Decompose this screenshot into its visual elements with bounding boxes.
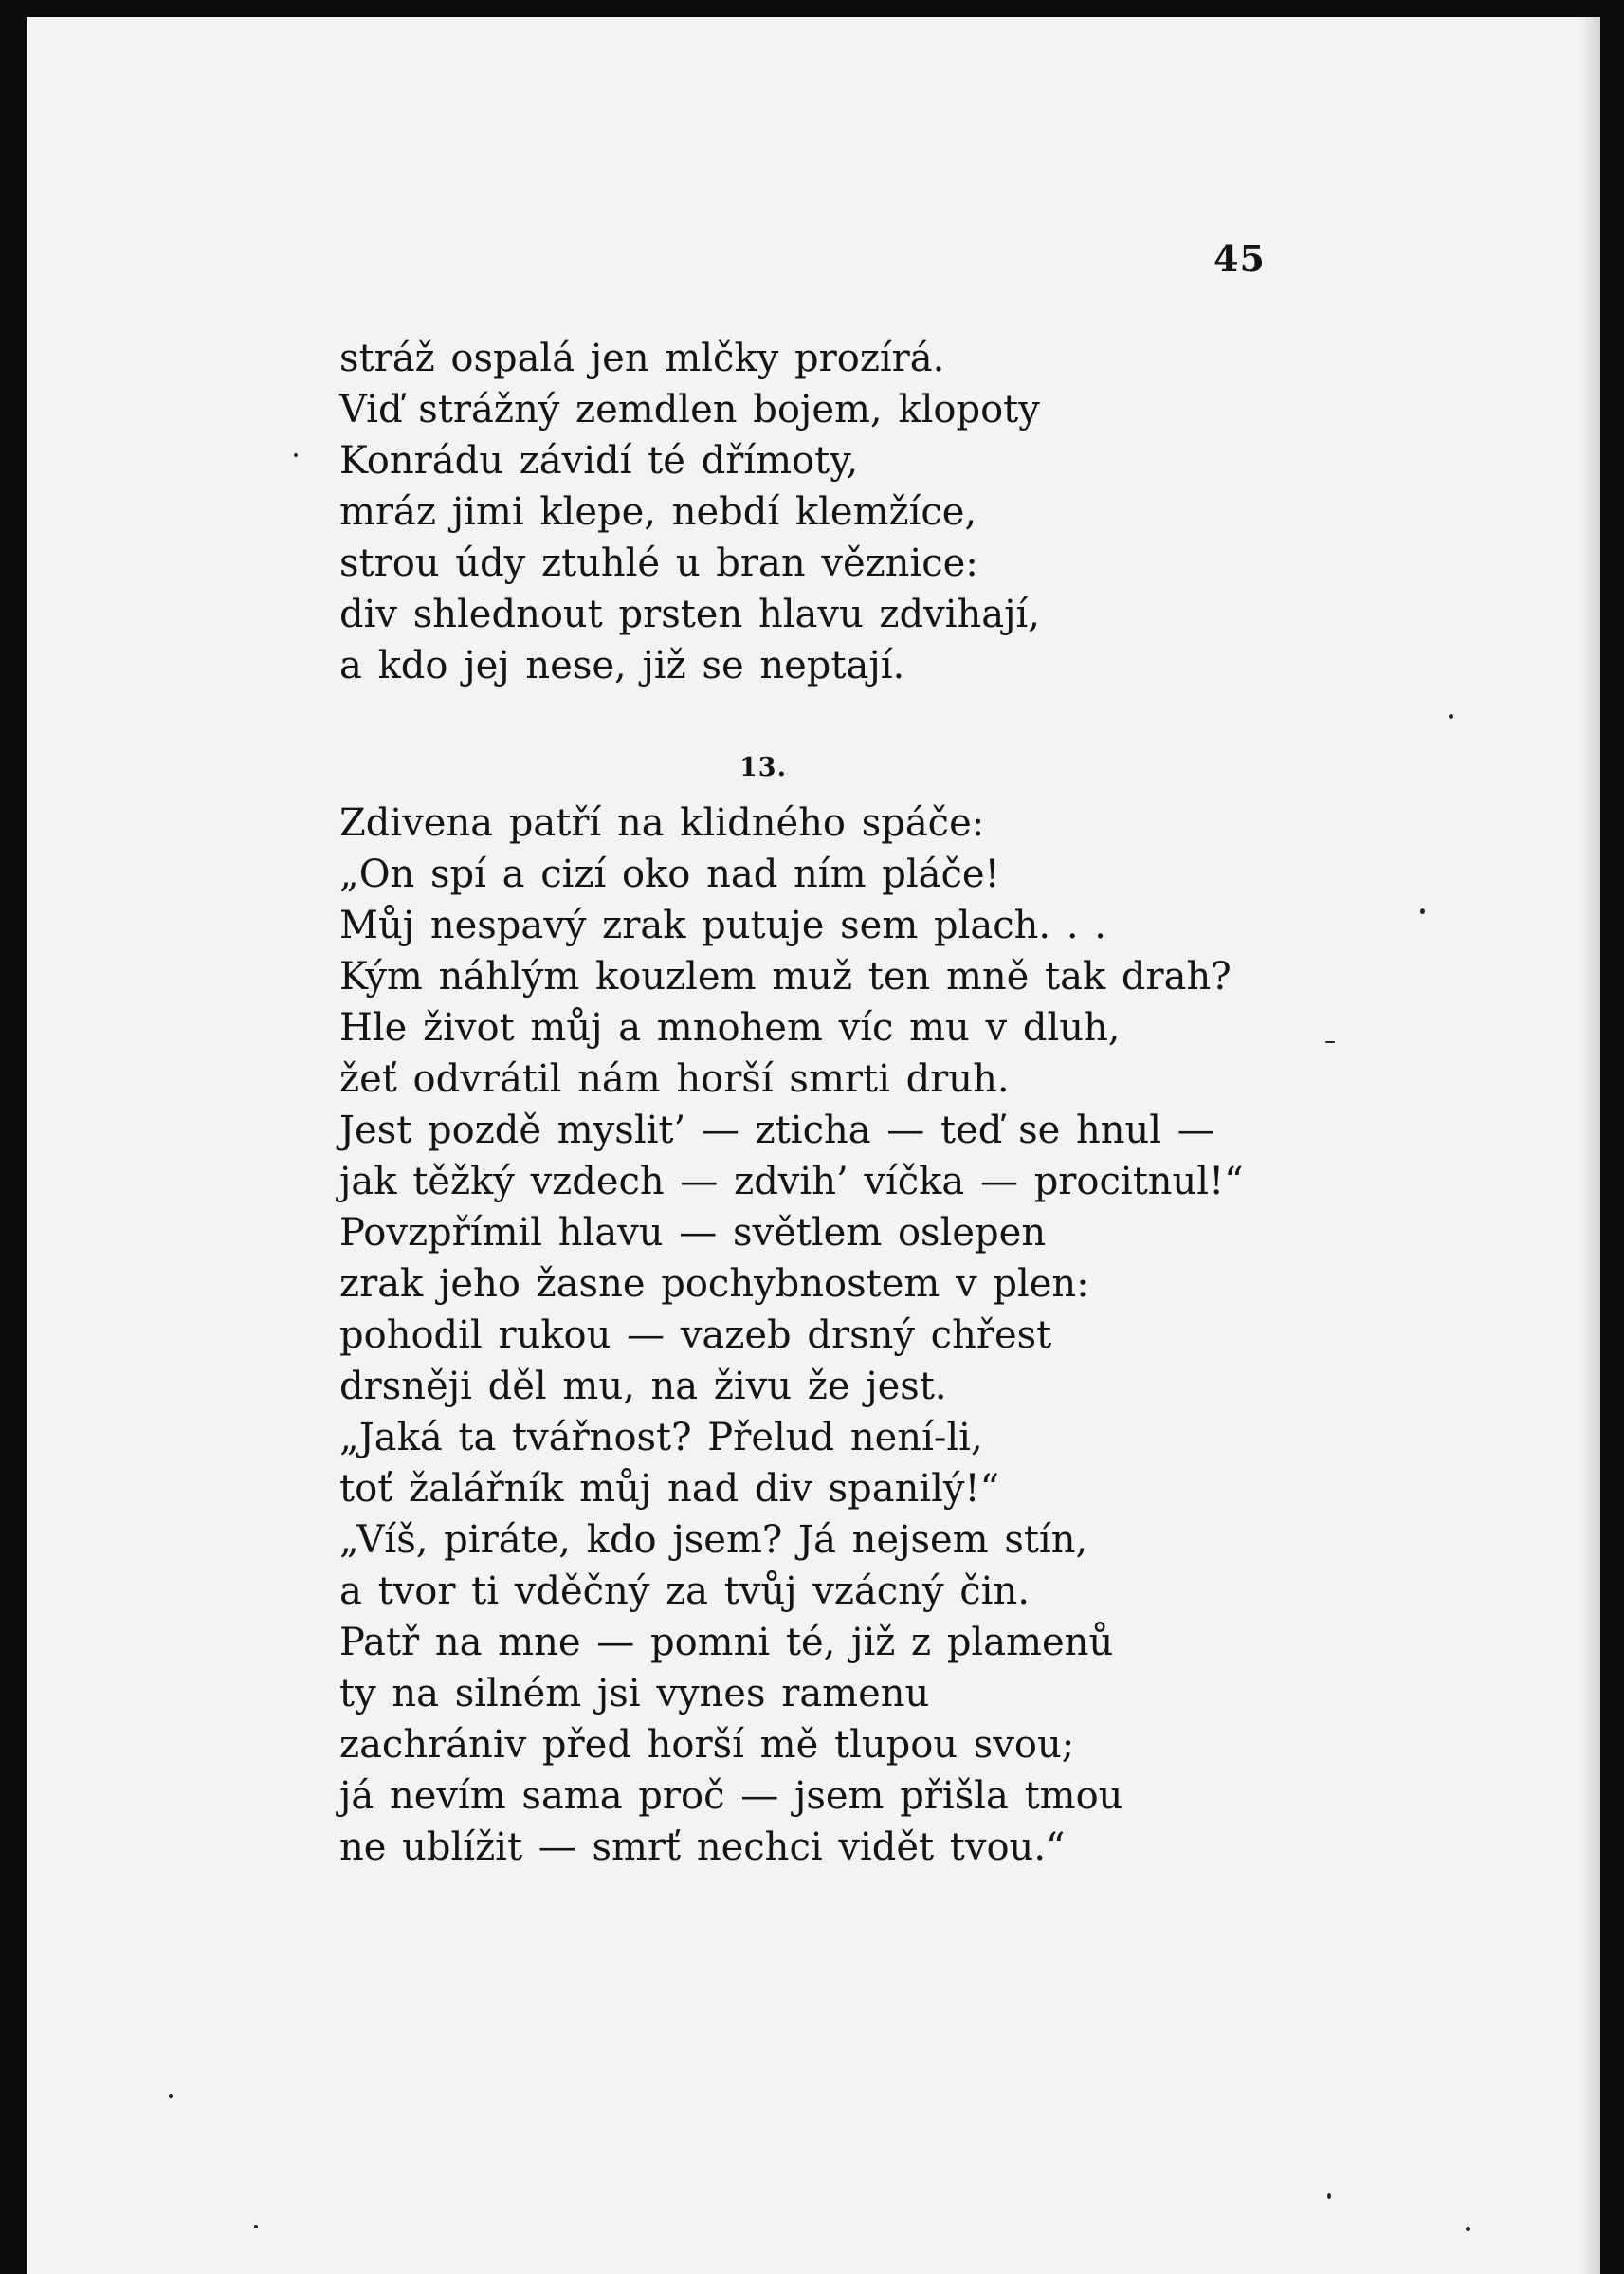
ink-speck (1325, 1041, 1335, 1043)
verse-line: strou údy ztuhlé u bran věznice: (339, 541, 978, 585)
verse-line: a tvor ti vděčný za tvůj vzácný čin. (339, 1569, 1030, 1613)
ink-speck (1449, 714, 1453, 719)
verse-line: toť žalářník můj nad div spanilý!“ (339, 1467, 1000, 1511)
verse-line: Viď strážný zemdlen bojem, klopoty (339, 388, 1040, 431)
verse-line: jak těžký vzdech — zdvih’ víčka — procitnul!“ (339, 1160, 1244, 1203)
verse-line: a kdo jej nese, již se neptají. (339, 644, 905, 688)
verse-line: Hle život můj a mnohem víc mu v dluh, (339, 1006, 1121, 1050)
verse-line: mráz jimi klepe, nebdí klemžíce, (339, 490, 977, 534)
verse-line: Jest pozdě myslit’ — zticha — teď se hnul — (339, 1109, 1215, 1152)
ink-speck (294, 453, 298, 457)
book-page (27, 17, 1600, 2274)
verse-line: Patř na mne — pomni té, již z plamenů (339, 1621, 1114, 1664)
verse-line: zrak jeho žasne pochybnostem v plen: (339, 1262, 1089, 1306)
verse-line: Můj nespavý zrak putuje sem plach. . . (339, 904, 1106, 947)
ink-speck (169, 2094, 173, 2098)
ink-speck (1466, 2227, 1470, 2231)
verse-line: žeť odvrátil nám horší smrti druh. (339, 1057, 1010, 1101)
verse-line: ty na silném jsi vynes ramenu (339, 1672, 930, 1715)
ink-speck (254, 2225, 258, 2228)
verse-line: já nevím sama proč — jsem přišla tmou (339, 1774, 1123, 1818)
verse-line: „Jaká ta tvářnost? Přelud není-li, (339, 1416, 983, 1459)
verse-line: ne ublížit — smrť nechci vidět tvou.“ (339, 1825, 1066, 1869)
page-edge-shadow (1579, 17, 1600, 2274)
verse-line: Zdivena patří na klidného spáče: (339, 801, 985, 845)
ink-speck (1420, 908, 1425, 914)
stanza-13 (339, 798, 1244, 1873)
ink-speck (1327, 2193, 1331, 2199)
verse-line: pohodil rukou — vazeb drsný chřest (339, 1313, 1052, 1357)
verse-line: drsněji děl mu, na živu že jest. (339, 1365, 947, 1408)
verse-line: „On spí a cizí oko nad ním pláče! (339, 853, 1000, 896)
verse-line: zachrániv před horší mě tlupou svou; (339, 1723, 1075, 1767)
section-number: 13. (739, 753, 787, 782)
verse-line: Kým náhlým kouzlem muž ten mně tak drah? (339, 955, 1232, 999)
verse-line: Povzpřímil hlavu — světlem oslepen (339, 1211, 1047, 1255)
stanza-continued (339, 333, 1040, 691)
verse-line: stráž ospalá jen mlčky prozírá. (339, 337, 945, 380)
page-number: 45 (1213, 237, 1266, 280)
verse-line: „Víš, piráte, kdo jsem? Já nejsem stín, (339, 1518, 1088, 1562)
verse-line: Konrádu závidí té dřímoty, (339, 439, 859, 483)
verse-line: div shlednout prsten hlavu zdvihají, (339, 593, 1041, 636)
